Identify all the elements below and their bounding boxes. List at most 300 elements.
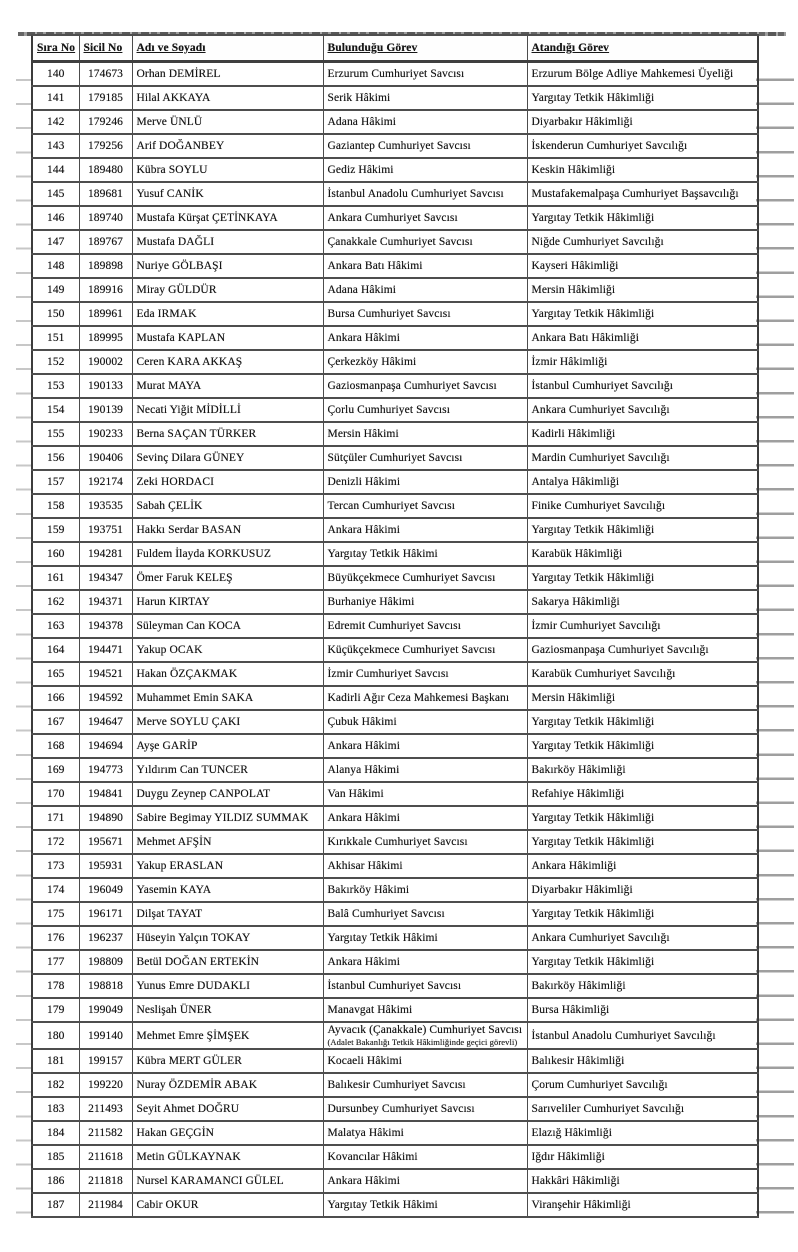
- cell-adi-soyadi: Arif DOĞANBEY: [132, 134, 323, 158]
- cell-bulundugu-gorev: Bursa Cumhuriyet Savcısı: [323, 302, 527, 326]
- cell-atandigi-gorev: Gaziosmanpaşa Cumhuriyet Savcılığı: [527, 638, 758, 662]
- cell-sira-no: 148: [32, 254, 79, 278]
- cell-adi-soyadi: Mustafa KAPLAN: [132, 326, 323, 350]
- header-bulundugu-gorev: Bulunduğu Görev: [323, 35, 527, 62]
- cell-sicil-no: 198809: [79, 950, 132, 974]
- cell-sicil-no: 196171: [79, 902, 132, 926]
- cell-atandigi-gorev: Erzurum Bölge Adliye Mahkemesi Üyeliği: [527, 62, 758, 87]
- cell-adi-soyadi: Duygu Zeynep CANPOLAT: [132, 782, 323, 806]
- table-row: [32, 206, 758, 230]
- cell-bulundugu-gorev: Çerkezköy Hâkimi: [323, 350, 527, 374]
- cell-sira-no: 158: [32, 494, 79, 518]
- cell-adi-soyadi: Orhan DEMİREL: [132, 62, 323, 87]
- cell-sicil-no: 195931: [79, 854, 132, 878]
- table-row: [32, 1121, 758, 1145]
- cell-sira-no: 150: [32, 302, 79, 326]
- cell-sicil-no: 189480: [79, 158, 132, 182]
- cell-bulundugu-gorev: Edremit Cumhuriyet Savcısı: [323, 614, 527, 638]
- cell-sicil-no: 194694: [79, 734, 132, 758]
- cell-adi-soyadi: Yusuf CANİK: [132, 182, 323, 206]
- cell-sira-no: 170: [32, 782, 79, 806]
- cell-atandigi-gorev: İzmir Hâkimliği: [527, 350, 758, 374]
- cell-adi-soyadi: Hakan GEÇGİN: [132, 1121, 323, 1145]
- cell-atandigi-gorev: Kadirli Hâkimliği: [527, 422, 758, 446]
- cell-atandigi-gorev: Kayseri Hâkimliği: [527, 254, 758, 278]
- cell-sicil-no: 190139: [79, 398, 132, 422]
- cell-bulundugu-gorev: Balâ Cumhuriyet Savcısı: [323, 902, 527, 926]
- cell-adi-soyadi: Mehmet AFŞİN: [132, 830, 323, 854]
- cell-bulundugu-gorev: Kovancılar Hâkimi: [323, 1145, 527, 1169]
- cell-atandigi-gorev: Viranşehir Hâkimliği: [527, 1193, 758, 1217]
- cell-adi-soyadi: Necati Yiğit MİDİLLİ: [132, 398, 323, 422]
- cell-adi-soyadi: Yakup OCAK: [132, 638, 323, 662]
- cell-bulundugu-gorev: Kırıkkale Cumhuriyet Savcısı: [323, 830, 527, 854]
- cell-bulundugu-gorev: İstanbul Anadolu Cumhuriyet Savcısı: [323, 182, 527, 206]
- cell-atandigi-gorev: İstanbul Cumhuriyet Savcılığı: [527, 374, 758, 398]
- cell-bulundugu-gorev: Ankara Batı Hâkimi: [323, 254, 527, 278]
- cell-adi-soyadi: Nuray ÖZDEMİR ABAK: [132, 1073, 323, 1097]
- table-row: [32, 470, 758, 494]
- cell-sira-no: 172: [32, 830, 79, 854]
- cell-adi-soyadi: Hilal AKKAYA: [132, 86, 323, 110]
- cell-bulundugu-gorev: İstanbul Cumhuriyet Savcısı: [323, 974, 527, 998]
- cell-sicil-no: 194841: [79, 782, 132, 806]
- cell-atandigi-gorev: Elazığ Hâkimliği: [527, 1121, 758, 1145]
- cell-atandigi-gorev: İstanbul Anadolu Cumhuriyet Savcılığı: [527, 1022, 758, 1049]
- cell-bulundugu-gorev: Çorlu Cumhuriyet Savcısı: [323, 398, 527, 422]
- judicial-assignment-table: [31, 34, 759, 1218]
- table-row: [32, 878, 758, 902]
- header-sicil-no: Sicil No: [79, 35, 132, 62]
- cell-sira-no: 145: [32, 182, 79, 206]
- cell-sira-no: 160: [32, 542, 79, 566]
- cell-sira-no: 162: [32, 590, 79, 614]
- cell-adi-soyadi: Hüseyin Yalçın TOKAY: [132, 926, 323, 950]
- cell-sicil-no: 193751: [79, 518, 132, 542]
- cell-atandigi-gorev: Karabük Hâkimliği: [527, 542, 758, 566]
- cell-adi-soyadi: Kübra MERT GÜLER: [132, 1049, 323, 1073]
- cell-sira-no: 157: [32, 470, 79, 494]
- cell-bulundugu-gorev: Mersin Hâkimi: [323, 422, 527, 446]
- cell-bulundugu-gorev: Ankara Hâkimi: [323, 326, 527, 350]
- cell-sira-no: 140: [32, 62, 79, 87]
- cell-atandigi-gorev: Yargıtay Tetkik Hâkimliği: [527, 518, 758, 542]
- cell-adi-soyadi: Sevinç Dilara GÜNEY: [132, 446, 323, 470]
- cell-atandigi-gorev: Ankara Cumhuriyet Savcılığı: [527, 926, 758, 950]
- cell-adi-soyadi: Ceren KARA AKKAŞ: [132, 350, 323, 374]
- table-row: [32, 110, 758, 134]
- cell-sira-no: 185: [32, 1145, 79, 1169]
- cell-adi-soyadi: Hakan ÖZÇAKMAK: [132, 662, 323, 686]
- table-row: [32, 998, 758, 1022]
- cell-adi-soyadi: Nuriye GÖLBAŞI: [132, 254, 323, 278]
- cell-adi-soyadi: Yıldırım Can TUNCER: [132, 758, 323, 782]
- cell-adi-soyadi: Seyit Ahmet DOĞRU: [132, 1097, 323, 1121]
- cell-sira-no: 171: [32, 806, 79, 830]
- cell-sira-no: 155: [32, 422, 79, 446]
- table-row: [32, 398, 758, 422]
- cell-bulundugu-gorev: Ankara Hâkimi: [323, 1169, 527, 1193]
- cell-atandigi-gorev: Hakkâri Hâkimliği: [527, 1169, 758, 1193]
- cell-bulundugu-gorev: Ankara Hâkimi: [323, 734, 527, 758]
- table-row: [32, 542, 758, 566]
- cell-bulundugu-gorev: Ankara Hâkimi: [323, 950, 527, 974]
- cell-atandigi-gorev: Diyarbakır Hâkimliği: [527, 878, 758, 902]
- cell-sira-no: 154: [32, 398, 79, 422]
- table-row: [32, 62, 758, 87]
- cell-bulundugu-gorev: Akhisar Hâkimi: [323, 854, 527, 878]
- cell-bulundugu-gorev: Erzurum Cumhuriyet Savcısı: [323, 62, 527, 87]
- table-row: [32, 950, 758, 974]
- cell-adi-soyadi: Berna SAÇAN TÜRKER: [132, 422, 323, 446]
- cell-atandigi-gorev: Karabük Cumhuriyet Savcılığı: [527, 662, 758, 686]
- cell-sicil-no: 189916: [79, 278, 132, 302]
- cell-bulundugu-gorev: Serik Hâkimi: [323, 86, 527, 110]
- cell-bulundugu-gorev: Ankara Cumhuriyet Savcısı: [323, 206, 527, 230]
- gorev-note: (Adalet Bakanlığı Tetkik Hâkimliğinde geçici görevli): [327, 1037, 518, 1047]
- cell-sira-no: 142: [32, 110, 79, 134]
- cell-bulundugu-gorev: Kadirli Ağır Ceza Mahkemesi Başkanı: [323, 686, 527, 710]
- cell-sira-no: 152: [32, 350, 79, 374]
- cell-atandigi-gorev: Antalya Hâkimliği: [527, 470, 758, 494]
- cell-adi-soyadi: Kübra SOYLU: [132, 158, 323, 182]
- cell-sicil-no: 189898: [79, 254, 132, 278]
- cell-sira-no: 187: [32, 1193, 79, 1217]
- cell-atandigi-gorev: Sakarya Hâkimliği: [527, 590, 758, 614]
- cell-atandigi-gorev: İzmir Cumhuriyet Savcılığı: [527, 614, 758, 638]
- cell-sicil-no: 211618: [79, 1145, 132, 1169]
- cell-adi-soyadi: Sabire Begimay YILDIZ SUMMAK: [132, 806, 323, 830]
- cell-sicil-no: 190002: [79, 350, 132, 374]
- cell-sicil-no: 194890: [79, 806, 132, 830]
- cell-sira-no: 174: [32, 878, 79, 902]
- cell-sicil-no: 211984: [79, 1193, 132, 1217]
- table-row: [32, 1097, 758, 1121]
- cell-sira-no: 161: [32, 566, 79, 590]
- cell-sira-no: 166: [32, 686, 79, 710]
- cell-sicil-no: 194281: [79, 542, 132, 566]
- cell-adi-soyadi: Ayşe GARİP: [132, 734, 323, 758]
- cell-atandigi-gorev: Yargıtay Tetkik Hâkimliği: [527, 86, 758, 110]
- cell-sicil-no: 194347: [79, 566, 132, 590]
- cell-sira-no: 163: [32, 614, 79, 638]
- cell-adi-soyadi: Yasemin KAYA: [132, 878, 323, 902]
- cell-atandigi-gorev: Yargıtay Tetkik Hâkimliği: [527, 566, 758, 590]
- table-row: [32, 1193, 758, 1217]
- cell-sicil-no: 199220: [79, 1073, 132, 1097]
- cell-sicil-no: 194471: [79, 638, 132, 662]
- cell-sira-no: 151: [32, 326, 79, 350]
- cell-adi-soyadi: Mustafa DAĞLI: [132, 230, 323, 254]
- table-row: [32, 302, 758, 326]
- cell-sira-no: 153: [32, 374, 79, 398]
- cell-atandigi-gorev: Finike Cumhuriyet Savcılığı: [527, 494, 758, 518]
- cell-sicil-no: 194371: [79, 590, 132, 614]
- cell-adi-soyadi: Ömer Faruk KELEŞ: [132, 566, 323, 590]
- cell-sira-no: 176: [32, 926, 79, 950]
- cell-bulundugu-gorev: Dursunbey Cumhuriyet Savcısı: [323, 1097, 527, 1121]
- cell-adi-soyadi: Cabir OKUR: [132, 1193, 323, 1217]
- cell-adi-soyadi: Miray GÜLDÜR: [132, 278, 323, 302]
- cell-sicil-no: 199157: [79, 1049, 132, 1073]
- cell-sicil-no: 192174: [79, 470, 132, 494]
- table-header: [32, 35, 758, 62]
- header-sira-no: Sıra No: [32, 35, 79, 62]
- cell-adi-soyadi: Mehmet Emre ŞİMŞEK: [132, 1022, 323, 1049]
- table-row: [32, 662, 758, 686]
- table-row: [32, 614, 758, 638]
- cell-atandigi-gorev: Diyarbakır Hâkimliği: [527, 110, 758, 134]
- table-row: [32, 638, 758, 662]
- cell-atandigi-gorev: Yargıtay Tetkik Hâkimliği: [527, 206, 758, 230]
- table-row: [32, 1169, 758, 1193]
- cell-sicil-no: 189681: [79, 182, 132, 206]
- cell-sicil-no: 179185: [79, 86, 132, 110]
- table-row: [32, 134, 758, 158]
- table-row: [32, 1022, 758, 1049]
- cell-adi-soyadi: Eda IRMAK: [132, 302, 323, 326]
- cell-sira-no: 181: [32, 1049, 79, 1073]
- cell-bulundugu-gorev: Tercan Cumhuriyet Savcısı: [323, 494, 527, 518]
- cell-bulundugu-gorev: Malatya Hâkimi: [323, 1121, 527, 1145]
- cell-adi-soyadi: Merve SOYLU ÇAKI: [132, 710, 323, 734]
- table-row: [32, 806, 758, 830]
- table-row: [32, 710, 758, 734]
- cell-sira-no: 165: [32, 662, 79, 686]
- cell-atandigi-gorev: Balıkesir Hâkimliği: [527, 1049, 758, 1073]
- cell-sira-no: 173: [32, 854, 79, 878]
- cell-sicil-no: 189995: [79, 326, 132, 350]
- cell-bulundugu-gorev: Çanakkale Cumhuriyet Savcısı: [323, 230, 527, 254]
- header-atandigi-gorev: Atandığı Görev: [527, 35, 758, 62]
- table-row: [32, 86, 758, 110]
- cell-atandigi-gorev: Niğde Cumhuriyet Savcılığı: [527, 230, 758, 254]
- cell-adi-soyadi: Muhammet Emin SAKA: [132, 686, 323, 710]
- cell-adi-soyadi: Hakkı Serdar BASAN: [132, 518, 323, 542]
- cell-bulundugu-gorev: Manavgat Hâkimi: [323, 998, 527, 1022]
- cell-bulundugu-gorev: Kocaeli Hâkimi: [323, 1049, 527, 1073]
- cell-atandigi-gorev: Yargıtay Tetkik Hâkimliği: [527, 710, 758, 734]
- cell-sira-no: 175: [32, 902, 79, 926]
- cell-adi-soyadi: Mustafa Kürşat ÇETİNKAYA: [132, 206, 323, 230]
- cell-sicil-no: 196237: [79, 926, 132, 950]
- cell-sicil-no: 194378: [79, 614, 132, 638]
- cell-sira-no: 184: [32, 1121, 79, 1145]
- table-row: [32, 422, 758, 446]
- cell-bulundugu-gorev: Büyükçekmece Cumhuriyet Savcısı: [323, 566, 527, 590]
- cell-bulundugu-gorev: Bakırköy Hâkimi: [323, 878, 527, 902]
- table-row: [32, 782, 758, 806]
- table-row: [32, 350, 758, 374]
- cell-atandigi-gorev: Keskin Hâkimliği: [527, 158, 758, 182]
- table-row: [32, 566, 758, 590]
- cell-atandigi-gorev: Refahiye Hâkimliği: [527, 782, 758, 806]
- cell-atandigi-gorev: Bakırköy Hâkimliği: [527, 758, 758, 782]
- cell-sicil-no: 189961: [79, 302, 132, 326]
- table-row: [32, 734, 758, 758]
- cell-bulundugu-gorev: Balıkesir Cumhuriyet Savcısı: [323, 1073, 527, 1097]
- table-row: [32, 446, 758, 470]
- table-row: [32, 326, 758, 350]
- cell-adi-soyadi: Murat MAYA: [132, 374, 323, 398]
- table-row: [32, 902, 758, 926]
- table-row: [32, 254, 758, 278]
- cell-bulundugu-gorev: Gaziantep Cumhuriyet Savcısı: [323, 134, 527, 158]
- table-row: [32, 1073, 758, 1097]
- cell-sicil-no: 211818: [79, 1169, 132, 1193]
- cell-bulundugu-gorev: Adana Hâkimi: [323, 110, 527, 134]
- cell-sira-no: 180: [32, 1022, 79, 1049]
- header-adi-soyadi: Adı ve Soyadı: [132, 35, 323, 62]
- cell-atandigi-gorev: Bursa Hâkimliği: [527, 998, 758, 1022]
- cell-atandigi-gorev: Çorum Cumhuriyet Savcılığı: [527, 1073, 758, 1097]
- cell-sicil-no: 189767: [79, 230, 132, 254]
- cell-bulundugu-gorev: [323, 1022, 527, 1049]
- cell-bulundugu-gorev: Küçükçekmece Cumhuriyet Savcısı: [323, 638, 527, 662]
- cell-sira-no: 147: [32, 230, 79, 254]
- cell-sira-no: 167: [32, 710, 79, 734]
- cell-bulundugu-gorev: Van Hâkimi: [323, 782, 527, 806]
- cell-sira-no: 182: [32, 1073, 79, 1097]
- table-row: [32, 1049, 758, 1073]
- table-row: [32, 278, 758, 302]
- cell-sira-no: 146: [32, 206, 79, 230]
- scan-artifact-right-edge: [756, 58, 794, 1216]
- cell-adi-soyadi: Neslişah ÜNER: [132, 998, 323, 1022]
- cell-atandigi-gorev: Yargıtay Tetkik Hâkimliği: [527, 830, 758, 854]
- cell-sicil-no: 211582: [79, 1121, 132, 1145]
- cell-bulundugu-gorev: Ankara Hâkimi: [323, 806, 527, 830]
- cell-sira-no: 179: [32, 998, 79, 1022]
- cell-sira-no: 144: [32, 158, 79, 182]
- cell-atandigi-gorev: Bakırköy Hâkimliği: [527, 974, 758, 998]
- scan-artifact-left-edge: [16, 58, 31, 1216]
- cell-sira-no: 178: [32, 974, 79, 998]
- cell-adi-soyadi: Nursel KARAMANCI GÜLEL: [132, 1169, 323, 1193]
- cell-sira-no: 186: [32, 1169, 79, 1193]
- cell-sicil-no: 198818: [79, 974, 132, 998]
- table-row: [32, 1145, 758, 1169]
- cell-sicil-no: 194592: [79, 686, 132, 710]
- cell-bulundugu-gorev: Yargıtay Tetkik Hâkimi: [323, 542, 527, 566]
- cell-sicil-no: 194647: [79, 710, 132, 734]
- cell-sicil-no: 199049: [79, 998, 132, 1022]
- cell-adi-soyadi: Sabah ÇELİK: [132, 494, 323, 518]
- cell-sicil-no: 179256: [79, 134, 132, 158]
- table-row: [32, 974, 758, 998]
- cell-adi-soyadi: Metin GÜLKAYNAK: [132, 1145, 323, 1169]
- cell-sicil-no: 179246: [79, 110, 132, 134]
- cell-adi-soyadi: Fuldem İlayda KORKUSUZ: [132, 542, 323, 566]
- cell-bulundugu-gorev: Gediz Hâkimi: [323, 158, 527, 182]
- cell-atandigi-gorev: Yargıtay Tetkik Hâkimliği: [527, 734, 758, 758]
- cell-sicil-no: 190133: [79, 374, 132, 398]
- cell-atandigi-gorev: Yargıtay Tetkik Hâkimliği: [527, 806, 758, 830]
- cell-sicil-no: 194521: [79, 662, 132, 686]
- cell-bulundugu-gorev: Yargıtay Tetkik Hâkimi: [323, 1193, 527, 1217]
- cell-bulundugu-gorev: Gaziosmanpaşa Cumhuriyet Savcısı: [323, 374, 527, 398]
- cell-adi-soyadi: Yunus Emre DUDAKLI: [132, 974, 323, 998]
- cell-atandigi-gorev: Ankara Batı Hâkimliği: [527, 326, 758, 350]
- cell-atandigi-gorev: İskenderun Cumhuriyet Savcılığı: [527, 134, 758, 158]
- table-row: [32, 230, 758, 254]
- cell-bulundugu-gorev: Yargıtay Tetkik Hâkimi: [323, 926, 527, 950]
- cell-atandigi-gorev: Yargıtay Tetkik Hâkimliği: [527, 302, 758, 326]
- cell-sira-no: 164: [32, 638, 79, 662]
- table-row: [32, 374, 758, 398]
- cell-atandigi-gorev: Mardin Cumhuriyet Savcılığı: [527, 446, 758, 470]
- cell-sicil-no: 211493: [79, 1097, 132, 1121]
- cell-sicil-no: 193535: [79, 494, 132, 518]
- cell-sira-no: 156: [32, 446, 79, 470]
- table-body: [32, 62, 758, 1218]
- cell-adi-soyadi: Süleyman Can KOCA: [132, 614, 323, 638]
- cell-adi-soyadi: Harun KIRTAY: [132, 590, 323, 614]
- header-row: [32, 35, 758, 62]
- cell-sira-no: 159: [32, 518, 79, 542]
- table-row: [32, 590, 758, 614]
- cell-sira-no: 183: [32, 1097, 79, 1121]
- cell-bulundugu-gorev: Çubuk Hâkimi: [323, 710, 527, 734]
- table-row: [32, 854, 758, 878]
- cell-sicil-no: 190233: [79, 422, 132, 446]
- cell-sira-no: 168: [32, 734, 79, 758]
- cell-bulundugu-gorev: Sütçüler Cumhuriyet Savcısı: [323, 446, 527, 470]
- cell-sira-no: 141: [32, 86, 79, 110]
- cell-adi-soyadi: Zeki HORDACI: [132, 470, 323, 494]
- cell-sicil-no: 199140: [79, 1022, 132, 1049]
- table-row: [32, 926, 758, 950]
- cell-adi-soyadi: Merve ÜNLÜ: [132, 110, 323, 134]
- cell-atandigi-gorev: Sarıveliler Cumhuriyet Savcılığı: [527, 1097, 758, 1121]
- table-row: [32, 758, 758, 782]
- table-row: [32, 830, 758, 854]
- table-row: [32, 158, 758, 182]
- cell-atandigi-gorev: Ankara Cumhuriyet Savcılığı: [527, 398, 758, 422]
- cell-bulundugu-gorev: Adana Hâkimi: [323, 278, 527, 302]
- cell-bulundugu-gorev: Denizli Hâkimi: [323, 470, 527, 494]
- cell-sicil-no: 174673: [79, 62, 132, 87]
- cell-bulundugu-gorev: Ankara Hâkimi: [323, 518, 527, 542]
- cell-sicil-no: 195671: [79, 830, 132, 854]
- gorev-text: Ayvacık (Çanakkale) Cumhuriyet Savcısı: [327, 1024, 523, 1036]
- cell-bulundugu-gorev: İzmir Cumhuriyet Savcısı: [323, 662, 527, 686]
- cell-atandigi-gorev: Mersin Hâkimliği: [527, 686, 758, 710]
- cell-atandigi-gorev: Ankara Hâkimliği: [527, 854, 758, 878]
- cell-atandigi-gorev: Mersin Hâkimliği: [527, 278, 758, 302]
- cell-sira-no: 149: [32, 278, 79, 302]
- cell-sicil-no: 196049: [79, 878, 132, 902]
- cell-sicil-no: 194773: [79, 758, 132, 782]
- cell-sicil-no: 189740: [79, 206, 132, 230]
- table-row: [32, 686, 758, 710]
- cell-atandigi-gorev: Mustafakemalpaşa Cumhuriyet Başsavcılığı: [527, 182, 758, 206]
- cell-adi-soyadi: Yakup ERASLAN: [132, 854, 323, 878]
- cell-sicil-no: 190406: [79, 446, 132, 470]
- cell-atandigi-gorev: Iğdır Hâkimliği: [527, 1145, 758, 1169]
- cell-adi-soyadi: Betül DOĞAN ERTEKİN: [132, 950, 323, 974]
- cell-sira-no: 143: [32, 134, 79, 158]
- cell-atandigi-gorev: Yargıtay Tetkik Hâkimliği: [527, 950, 758, 974]
- cell-adi-soyadi: Dilşat TAYAT: [132, 902, 323, 926]
- table-row: [32, 518, 758, 542]
- table-row: [32, 182, 758, 206]
- cell-bulundugu-gorev: Alanya Hâkimi: [323, 758, 527, 782]
- table-row: [32, 494, 758, 518]
- cell-sira-no: 169: [32, 758, 79, 782]
- cell-bulundugu-gorev: Burhaniye Hâkimi: [323, 590, 527, 614]
- cell-atandigi-gorev: Yargıtay Tetkik Hâkimliği: [527, 902, 758, 926]
